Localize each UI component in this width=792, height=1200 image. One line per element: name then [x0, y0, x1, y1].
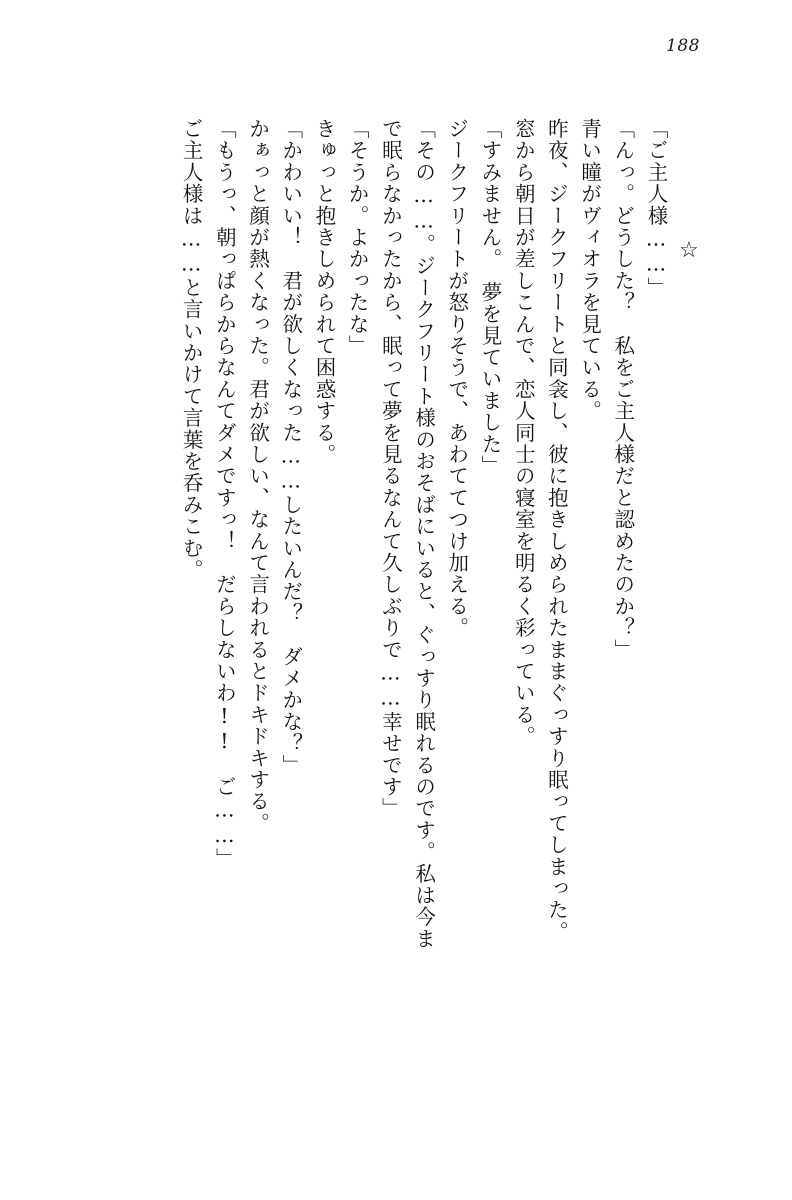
star-outline-icon: ☆ — [679, 238, 699, 263]
text-line: 「かわいい！ 君が欲しくなった……したいんだ？ ダメかな？」 — [278, 118, 303, 776]
text-line: 「ご主人様……」 — [644, 118, 668, 299]
text-line: 「その……。ジークフリート様のおそばにいると、ぐっすり眠れるのです。私は今ま — [411, 118, 436, 950]
text-line: 「すみません。 夢を見ていました」 — [477, 118, 502, 477]
text-line: 青い瞳がヴィオラを見ている。 — [577, 118, 602, 422]
page-text-body — [48, 118, 672, 1120]
text-line: 窓から朝日が差しこんで、恋人同士の寝室を明るく彩っている。 — [511, 118, 536, 748]
text-line: で眠らなかったから、眠って夢を見るなんて久しぶりで……幸せです」 — [378, 118, 403, 820]
text-line: きゅっと抱きしめられて困惑する。 — [311, 118, 336, 466]
text-line: かぁっと顔が熱くなった。君が欲しい、なんて言われるとドキドキする。 — [245, 118, 270, 835]
text-line: 「んっ。どうした？ 私をご主人様だと認めたのか？」 — [610, 118, 635, 661]
text-line: 「もうっ、朝っぱらからなんてダメですっ！ だらしないわ!! ご……」 — [212, 118, 237, 870]
text-line: 「そうか。よかったな」 — [345, 118, 370, 357]
text-line: ジークフリートが怒りそうで、あわててつけ加える。 — [444, 118, 469, 639]
page-number: 188 — [666, 36, 700, 56]
text-line: ご主人様は……と言いかけて言葉を呑みこむ。 — [179, 118, 204, 581]
text-line: 昨夜、ジークフリートと同衾し、彼に抱きしめられたままぐっすり眠ってしまった。 — [544, 118, 569, 943]
